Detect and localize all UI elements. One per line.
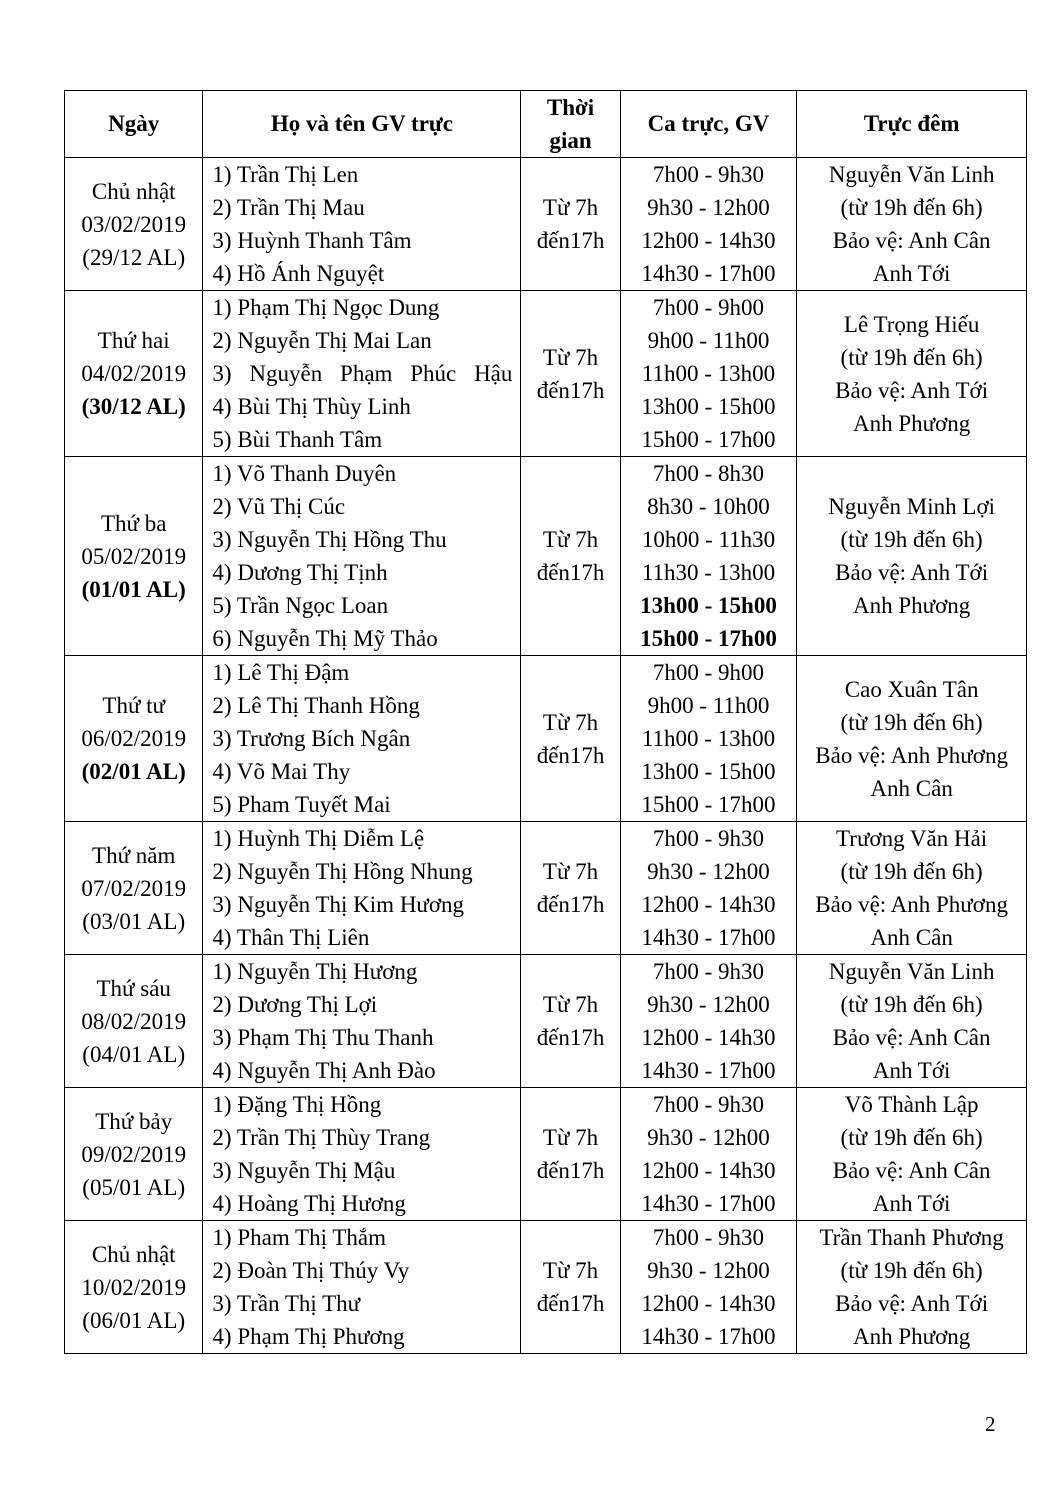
shifts-line: 15h00 - 17h00 <box>641 427 776 452</box>
shifts-line: 9h30 - 12h00 <box>647 859 770 884</box>
time-line: Từ 7h <box>542 1125 599 1150</box>
shifts-line: 9h00 - 11h00 <box>647 693 770 718</box>
shifts-cell <box>620 1221 797 1354</box>
shifts-cell <box>620 158 797 291</box>
time-line: đến17h <box>536 892 605 917</box>
night-line: Anh Phương <box>852 1324 971 1349</box>
names-line: 4) Hoàng Thị Hương <box>212 1191 406 1216</box>
shifts-line: 9h30 - 12h00 <box>647 1258 770 1283</box>
day-line: Thứ sáu <box>96 975 171 1001</box>
day-line: 08/02/2019 <box>81 1008 187 1034</box>
name-word: Phúc <box>410 361 457 386</box>
night-line: Bảo vệ: Anh Cân <box>832 1025 991 1050</box>
shifts-line: 9h30 - 12h00 <box>647 195 770 220</box>
shifts-line: 10h00 - 11h30 <box>641 527 776 552</box>
table-row <box>65 1088 1027 1221</box>
time-line: Từ 7h <box>542 344 599 370</box>
name-word: Phạm <box>340 361 393 386</box>
names-line: 2) Vũ Thị Cúc <box>212 494 346 519</box>
shifts-line: 14h30 - 17h00 <box>641 925 776 950</box>
day-line: 04/02/2019 <box>81 361 187 386</box>
table-row <box>65 158 1027 291</box>
shifts-line: 13h00 - 15h00 <box>641 394 776 419</box>
time-cell <box>521 656 620 822</box>
names-line: 1) Phạm Thị Ngọc Dung <box>212 295 440 320</box>
shifts-line: 12h00 - 14h30 <box>641 892 776 917</box>
night-line: Anh Cân <box>870 925 953 950</box>
night-line: Võ Thành Lập <box>844 1092 979 1117</box>
time-line: đến17h <box>536 1158 605 1183</box>
day-line: (06/01 AL) <box>82 1307 186 1333</box>
day-line: (29/12 AL) <box>82 244 186 270</box>
names-line: 2) Lê Thị Thanh Hồng <box>212 693 420 718</box>
night-cell <box>797 656 1027 822</box>
night-line: Bảo vệ: Anh Phương <box>815 742 1008 768</box>
time-cell <box>521 955 620 1088</box>
names-cell <box>203 1088 521 1221</box>
header-time-line2: gian <box>549 128 592 153</box>
night-line: Bảo vệ: Anh Phương <box>815 892 1008 917</box>
names-line: 4) Dương Thị Tịnh <box>212 560 388 585</box>
shifts-line: 9h30 - 12h00 <box>647 1125 770 1150</box>
table-row <box>65 656 1027 822</box>
day-line: Thứ năm <box>92 842 176 868</box>
day-line: Thứ ba <box>100 510 167 536</box>
night-line: (từ 19h đến 6h) <box>840 1258 983 1283</box>
header-day: Ngày <box>65 91 203 158</box>
names-line: 1) Võ Thanh Duyên <box>212 461 397 486</box>
name-word: 3) <box>212 361 232 386</box>
day-line: (04/01 AL) <box>82 1041 186 1067</box>
day-line: 09/02/2019 <box>81 1141 187 1167</box>
night-line: Bảo vệ: Anh Tới <box>835 1291 989 1316</box>
header-names: Họ và tên GV trực <box>203 91 521 158</box>
night-cell <box>797 1221 1027 1354</box>
day-line: 06/02/2019 <box>81 726 187 751</box>
names-line: 1) Đặng Thị Hồng <box>212 1092 382 1117</box>
day-cell <box>65 955 203 1088</box>
shifts-line: 11h00 - 13h00 <box>641 361 776 386</box>
shifts-line: 7h00 - 9h30 <box>652 162 765 187</box>
day-line: Thứ hai <box>97 328 170 353</box>
duty-schedule-table <box>64 90 1027 1354</box>
night-line: Bảo vệ: Anh Cân <box>832 228 991 253</box>
names-line: 2) Trần Thị Mau <box>212 195 365 220</box>
shifts-line: 12h00 - 14h30 <box>641 1158 776 1183</box>
names-line: 5) Trần Ngọc Loan <box>212 593 389 618</box>
time-line: đến17h <box>536 560 605 585</box>
names-line: 1) Nguyễn Thị Hương <box>212 959 418 984</box>
shifts-line: 13h00 - 15h00 <box>640 593 777 618</box>
night-line: (từ 19h đến 6h) <box>840 195 983 220</box>
names-line: 2) Nguyễn Thị Hồng Nhung <box>212 859 473 884</box>
night-line: (từ 19h đến 6h) <box>840 1125 983 1150</box>
time-line: Từ 7h <box>542 195 599 220</box>
table-row <box>65 291 1027 457</box>
night-line: Anh Tới <box>872 1058 951 1083</box>
names-cell <box>203 1221 521 1354</box>
night-line: (từ 19h đến 6h) <box>840 859 983 884</box>
shifts-line: 15h00 - 17h00 <box>640 626 777 651</box>
day-line: (05/01 AL) <box>82 1174 186 1200</box>
time-line: đến17h <box>536 742 605 768</box>
night-line: Nguyễn Văn Linh <box>828 959 995 984</box>
shifts-line: 12h00 - 14h30 <box>641 228 776 253</box>
names-line: 3) Trần Thị Thư <box>212 1291 361 1316</box>
table-row <box>65 822 1027 955</box>
shifts-line: 7h00 - 9h00 <box>652 660 765 685</box>
night-line: (từ 19h đến 6h) <box>840 344 983 370</box>
shifts-line: 15h00 - 17h00 <box>641 792 776 817</box>
night-line: Anh Cân <box>870 775 953 801</box>
shifts-line: 8h30 - 10h00 <box>647 494 770 519</box>
day-line: (30/12 AL) <box>81 394 186 419</box>
name-word: Nguyễn <box>249 361 323 386</box>
header-time <box>521 91 620 158</box>
names-line: 6) Nguyễn Thị Mỹ Thảo <box>212 626 438 651</box>
names-cell <box>203 158 521 291</box>
day-line: 07/02/2019 <box>81 875 187 901</box>
header-night: Trực đêm <box>797 91 1027 158</box>
shifts-line: 12h00 - 14h30 <box>641 1025 776 1050</box>
names-line: 4) Thân Thị Liên <box>212 925 370 950</box>
names-line: 3) Nguyễn Thị Hồng Thu <box>212 527 447 552</box>
night-line: (từ 19h đến 6h) <box>840 992 983 1017</box>
day-cell <box>65 822 203 955</box>
night-cell <box>797 822 1027 955</box>
day-line: 03/02/2019 <box>81 211 187 237</box>
day-cell <box>65 457 203 656</box>
time-line: Từ 7h <box>542 1258 599 1283</box>
names-line: 4) Phạm Thị Phương <box>212 1324 405 1349</box>
shifts-line: 14h30 - 17h00 <box>641 261 776 286</box>
night-cell <box>797 1088 1027 1221</box>
names-line: 4) Hồ Ánh Nguyệt <box>212 261 385 286</box>
time-line: Từ 7h <box>542 859 599 884</box>
night-line: Nguyễn Văn Linh <box>828 162 995 187</box>
names-cell <box>203 457 521 656</box>
name-word: Hậu <box>474 361 513 386</box>
names-cell <box>203 291 521 457</box>
shifts-line: 7h00 - 9h30 <box>652 1092 765 1117</box>
names-line: 3) Nguyễn Thị Kim Hương <box>212 892 465 917</box>
time-cell <box>521 291 620 457</box>
day-line: 05/02/2019 <box>81 543 187 569</box>
shifts-line: 14h30 - 17h00 <box>641 1058 776 1083</box>
night-line: Trương Văn Hải <box>836 826 988 851</box>
shifts-line: 9h30 - 12h00 <box>647 992 770 1017</box>
table-row <box>65 1221 1027 1354</box>
page-number: 2 <box>985 1412 996 1436</box>
day-cell <box>65 1221 203 1354</box>
names-line: 3) Phạm Thị Thu Thanh <box>212 1025 434 1050</box>
shifts-cell <box>620 291 797 457</box>
day-line: (02/01 AL) <box>81 759 186 784</box>
names-line: 5) Pham Tuyết Mai <box>212 792 391 817</box>
day-line: Thứ bảy <box>95 1108 173 1134</box>
shifts-line: 9h00 - 11h00 <box>647 328 770 353</box>
night-line: Anh Phương <box>852 593 971 618</box>
names-line: 3) Nguyễn Thị Mậu <box>212 1158 396 1183</box>
names-line: 1) Trần Thị Len <box>212 162 359 187</box>
names-line: 4) Võ Mai Thy <box>212 759 351 784</box>
time-cell <box>521 457 620 656</box>
day-line: 10/02/2019 <box>81 1274 187 1300</box>
names-line: 2) Đoàn Thị Thúy Vy <box>212 1258 410 1283</box>
names-line: 2) Nguyễn Thị Mai Lan <box>212 328 432 353</box>
names-cell <box>203 955 521 1088</box>
header-time-line1: Thời <box>546 95 595 120</box>
day-cell <box>65 291 203 457</box>
day-line: Chủ nhật <box>91 1241 176 1267</box>
time-line: Từ 7h <box>542 709 599 735</box>
names-line: 1) Huỳnh Thị Diễm Lệ <box>212 826 425 851</box>
shifts-cell <box>620 822 797 955</box>
names-line: 3) Huỳnh Thanh Tâm <box>212 228 412 253</box>
night-line: Bảo vệ: Anh Cân <box>832 1158 991 1183</box>
names-line: 1) Pham Thị Thắm <box>212 1225 386 1250</box>
shifts-cell <box>620 955 797 1088</box>
night-line: Anh Phương <box>852 410 971 436</box>
night-line: Trần Thanh Phương <box>819 1225 1004 1250</box>
night-line: Nguyễn Minh Lợi <box>828 494 995 519</box>
schedule-body <box>65 158 1027 1354</box>
shifts-cell <box>620 656 797 822</box>
day-line: Chủ nhật <box>91 178 176 204</box>
table-row <box>65 955 1027 1088</box>
shifts-line: 13h00 - 15h00 <box>641 759 776 784</box>
shifts-line: 7h00 - 8h30 <box>652 461 765 486</box>
shifts-line: 11h30 - 13h00 <box>641 560 776 585</box>
names-line: 3) Trương Bích Ngân <box>212 726 411 751</box>
time-line: đến17h <box>536 1025 605 1050</box>
shifts-line: 12h00 - 14h30 <box>641 1291 776 1316</box>
night-line: Bảo vệ: Anh Tới <box>835 377 989 403</box>
day-line: (03/01 AL) <box>82 908 186 934</box>
shifts-line: 14h30 - 17h00 <box>641 1191 776 1216</box>
time-line: đến17h <box>536 1291 605 1316</box>
time-cell <box>521 822 620 955</box>
shifts-cell <box>620 1088 797 1221</box>
day-line: Thứ tư <box>102 693 166 718</box>
names-cell <box>203 656 521 822</box>
day-cell <box>65 158 203 291</box>
names-line: 5) Bùi Thanh Tâm <box>212 427 383 452</box>
names-line <box>212 357 520 390</box>
night-cell <box>797 291 1027 457</box>
names-line: 2) Trần Thị Thùy Trang <box>212 1125 431 1150</box>
time-cell <box>521 1221 620 1354</box>
shifts-line: 7h00 - 9h00 <box>652 295 765 320</box>
night-cell <box>797 158 1027 291</box>
shifts-line: 11h00 - 13h00 <box>641 726 776 751</box>
night-line: Anh Tới <box>872 261 951 286</box>
names-cell <box>203 822 521 955</box>
header-shift: Ca trực, GV <box>620 91 797 158</box>
night-line: Bảo vệ: Anh Tới <box>835 560 989 585</box>
night-line: (từ 19h đến 6h) <box>840 709 983 735</box>
time-line: Từ 7h <box>542 527 599 552</box>
names-line: 4) Nguyễn Thị Anh Đào <box>212 1058 436 1083</box>
shifts-line: 14h30 - 17h00 <box>641 1324 776 1349</box>
shifts-cell <box>620 457 797 656</box>
header-row <box>65 91 1027 158</box>
time-line: đến17h <box>536 377 605 403</box>
time-line: Từ 7h <box>542 992 599 1017</box>
time-cell <box>521 158 620 291</box>
shifts-line: 7h00 - 9h30 <box>652 826 765 851</box>
day-cell <box>65 1088 203 1221</box>
night-cell <box>797 457 1027 656</box>
night-cell <box>797 955 1027 1088</box>
time-line: đến17h <box>536 228 605 253</box>
night-line: Cao Xuân Tân <box>844 676 979 702</box>
shifts-line: 7h00 - 9h30 <box>652 1225 765 1250</box>
night-line: (từ 19h đến 6h) <box>840 527 983 552</box>
names-line: 4) Bùi Thị Thùy Linh <box>212 394 411 419</box>
night-line: Anh Tới <box>872 1191 951 1216</box>
night-line: Lê Trọng Hiếu <box>843 311 980 337</box>
shifts-line: 7h00 - 9h30 <box>652 959 765 984</box>
day-cell <box>65 656 203 822</box>
names-line: 2) Dương Thị Lợi <box>212 992 378 1017</box>
table-row <box>65 457 1027 656</box>
time-cell <box>521 1088 620 1221</box>
names-line: 1) Lê Thị Đậm <box>212 660 350 685</box>
day-line: (01/01 AL) <box>81 576 186 602</box>
